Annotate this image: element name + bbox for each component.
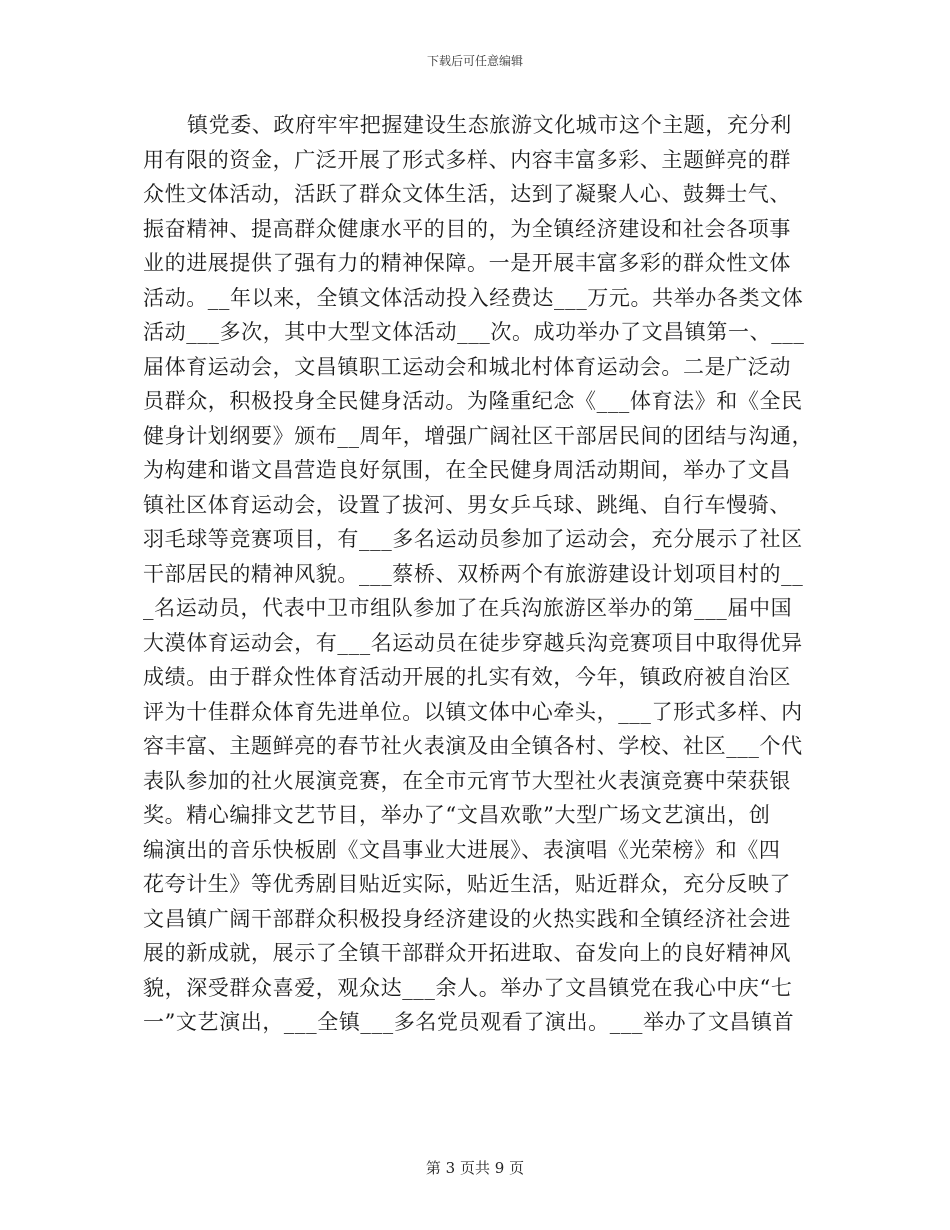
text-line: 文昌镇广阔干部群众积极投身经济建设的火热实践和全镇经济社会进	[143, 906, 791, 931]
text-line: 评为十佳群众体育先进单位。以镇文体中心牵头，___了形式多样、内	[143, 699, 803, 724]
text-line: 貌，深受群众喜爱，观众达___余人。举办了文昌镇党在我心中庆“七	[143, 975, 793, 1000]
text-line: 成绩。由于群众性体育活动开展的扎实有效，今年，镇政府被自治区	[143, 665, 791, 689]
text-line: 活动___多次，其中大型文体活动___次。成功举办了文昌镇第一、___	[143, 320, 805, 344]
text-line: 羽毛球等竞赛项目，有___多名运动员参加了运动会，充分展示了社区	[143, 527, 803, 551]
text-line: 一”文艺演出，___全镇___多名党员观看了演出。___举办了文昌镇首	[143, 1010, 795, 1034]
text-line: 用有限的资金，广泛开展了形式多样、内容丰富多彩、主题鲜亮的群	[143, 147, 791, 172]
text-line: 镇社区体育运动会，设置了拔河、男女乒乓球、跳绳、自行车慢骑、	[143, 492, 791, 517]
text-line: 员群众，积极投身全民健身活动。为隆重纪念《___体育法》和《全民	[143, 389, 803, 413]
text-line: 表队参加的社火展演竞赛，在全市元宵节大型社火表演竞赛中荣获银	[143, 768, 791, 793]
text-line: _名运动员，代表中卫市组队参加了在兵沟旅游区举办的第___届中国	[143, 596, 793, 620]
page-number: 第 3 页共 9 页	[425, 1159, 525, 1177]
text-line: 为构建和谐文昌营造良好氛围，在全民健身周活动期间，举办了文昌	[143, 458, 791, 482]
text-line: 奖。精心编排文艺节目，举办了“文昌欢歌”大型广场文艺演出，创	[143, 803, 771, 827]
text-line: 干部居民的精神风貌。___蔡桥、双桥两个有旅游建设计划项目村的__	[143, 561, 804, 586]
text-line: 届体育运动会，文昌镇职工运动会和城北村体育运动会。二是广泛动	[143, 354, 791, 379]
text-line: 振奋精神、提高群众健康水平的目的，为全镇经济建设和社会各项事	[143, 216, 791, 241]
text-line: 业的进展提供了强有力的精神保障。一是开展丰富多彩的群众性文体	[143, 251, 791, 275]
text-line: 大漠体育运动会，有___名运动员在徒步穿越兵沟竞赛项目中取得优异	[143, 630, 803, 655]
text-line: 镇党委、政府牢牢把握建设生态旅游文化城市这个主题，充分利	[187, 113, 792, 137]
text-line: 编演出的音乐快板剧《文昌事业大进展》、表演唱《光荣榜》和《四	[143, 837, 781, 862]
body-text	[143, 108, 814, 1040]
text-line: 众性文体活动，活跃了群众文体生活，达到了凝聚人心、鼓舞士气、	[143, 182, 791, 206]
text-line: 展的新成就，展示了全镇干部群众开拓进取、奋发向上的良好精神风	[143, 941, 791, 965]
page-header: 下载后可任意编辑	[426, 54, 523, 68]
text-line: 容丰富、主题鲜亮的春节社火表演及由全镇各村、学校、社区___个代	[143, 734, 803, 758]
text-line: 健身计划纲要》颁布__周年，增强广阔社区干部居民间的团结与沟通，	[143, 423, 814, 448]
text-line: 活动。__年以来，全镇文体活动投入经费达___万元。共举办各类文体	[143, 285, 804, 310]
text-line: 花夸计生》等优秀剧目贴近实际，贴近生活，贴近群众，充分反映了	[143, 872, 791, 896]
